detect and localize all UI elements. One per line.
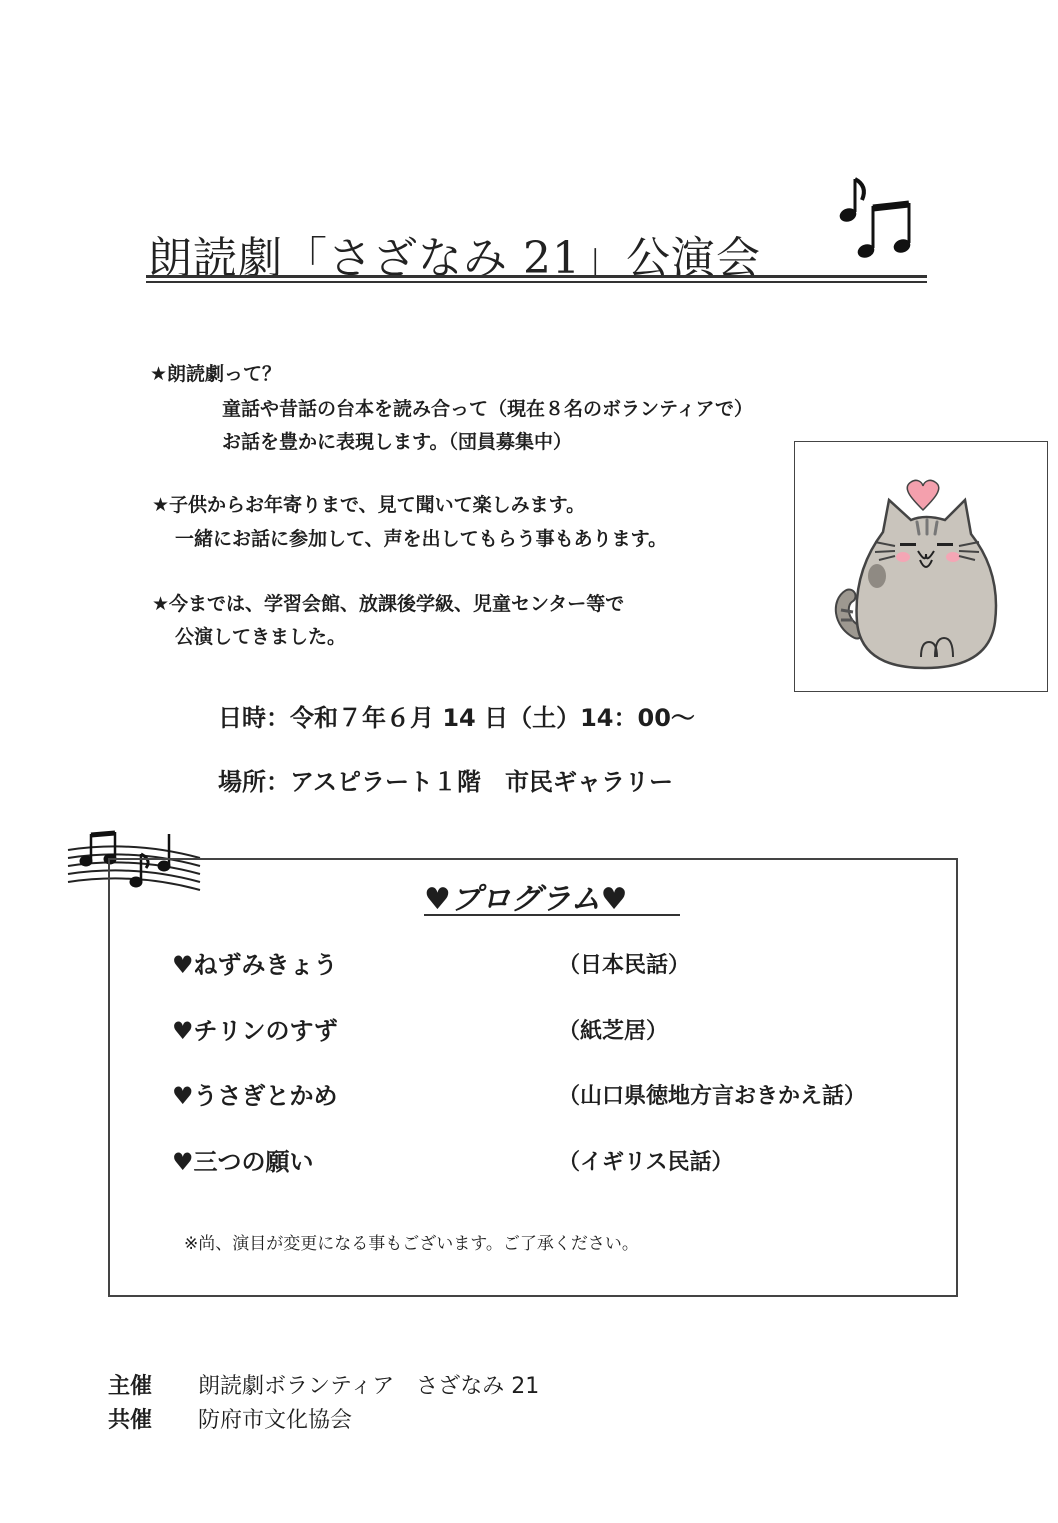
cat-illustration: [795, 442, 1047, 691]
host-row: [108, 1369, 539, 1400]
cohost-label: 共催: [108, 1408, 153, 1433]
intro-question-1: ★朗読劇って？: [150, 363, 282, 385]
intro-text-3a: ★今までは、学習会館、放課後学級、児童センター等で: [152, 593, 625, 615]
event-place: 場所：アスピラート１階 市民ギャラリー: [218, 768, 674, 796]
program-item-1-name: ♥ねずみきょう: [172, 951, 338, 979]
intro-text-3b: 公演してきました。: [175, 626, 347, 648]
title-underline-second: [146, 281, 927, 283]
intro-text-2b: 一緒にお話に参加して、声を出してもらう事もあります。: [175, 528, 668, 550]
program-item-2-name: ♥チリンのすず: [172, 1017, 338, 1045]
intro-text-1b: お話を豊かに表現します。（団員募集中）: [222, 431, 572, 453]
intro-text-1a: 童話や昔話の台本を読み合って（現在８名のボランティアで）: [222, 398, 754, 420]
program-remark: ※尚、演目が変更になる事もございます。ご了承ください。: [184, 1234, 639, 1254]
host-label: 主催: [108, 1374, 153, 1399]
program-item-4-name: ♥三つの願い: [172, 1148, 314, 1176]
intro-text-2a: ★子供からお年寄りまで、見て聞いて楽しみます。: [152, 494, 586, 516]
title-underline: [146, 275, 927, 278]
cat-illustration-frame: [794, 441, 1048, 692]
program-item-3-note: （山口県徳地方言おきかえ話）: [558, 1084, 867, 1109]
page-title: 朗読劇「さざなみ 21」公演会: [148, 233, 761, 284]
cohost-row: [108, 1403, 352, 1434]
program-item-1-note: （日本民話）: [558, 953, 691, 978]
event-datetime: 日時：令和７年６月 14 日（土）14：00～: [218, 704, 695, 732]
cohost-value: 防府市文化協会: [198, 1408, 353, 1433]
program-heading-underline: [424, 914, 680, 916]
program-item-3-name: ♥うさぎとかめ: [172, 1082, 338, 1110]
host-value: 朗読劇ボランティア さざなみ 21: [198, 1374, 540, 1399]
music-notes-icon: [836, 176, 916, 258]
program-item-2-note: （紙芝居）: [558, 1019, 669, 1044]
program-heading: ♥プログラム♥: [424, 882, 628, 917]
program-item-4-note: （イギリス民話）: [558, 1150, 734, 1175]
